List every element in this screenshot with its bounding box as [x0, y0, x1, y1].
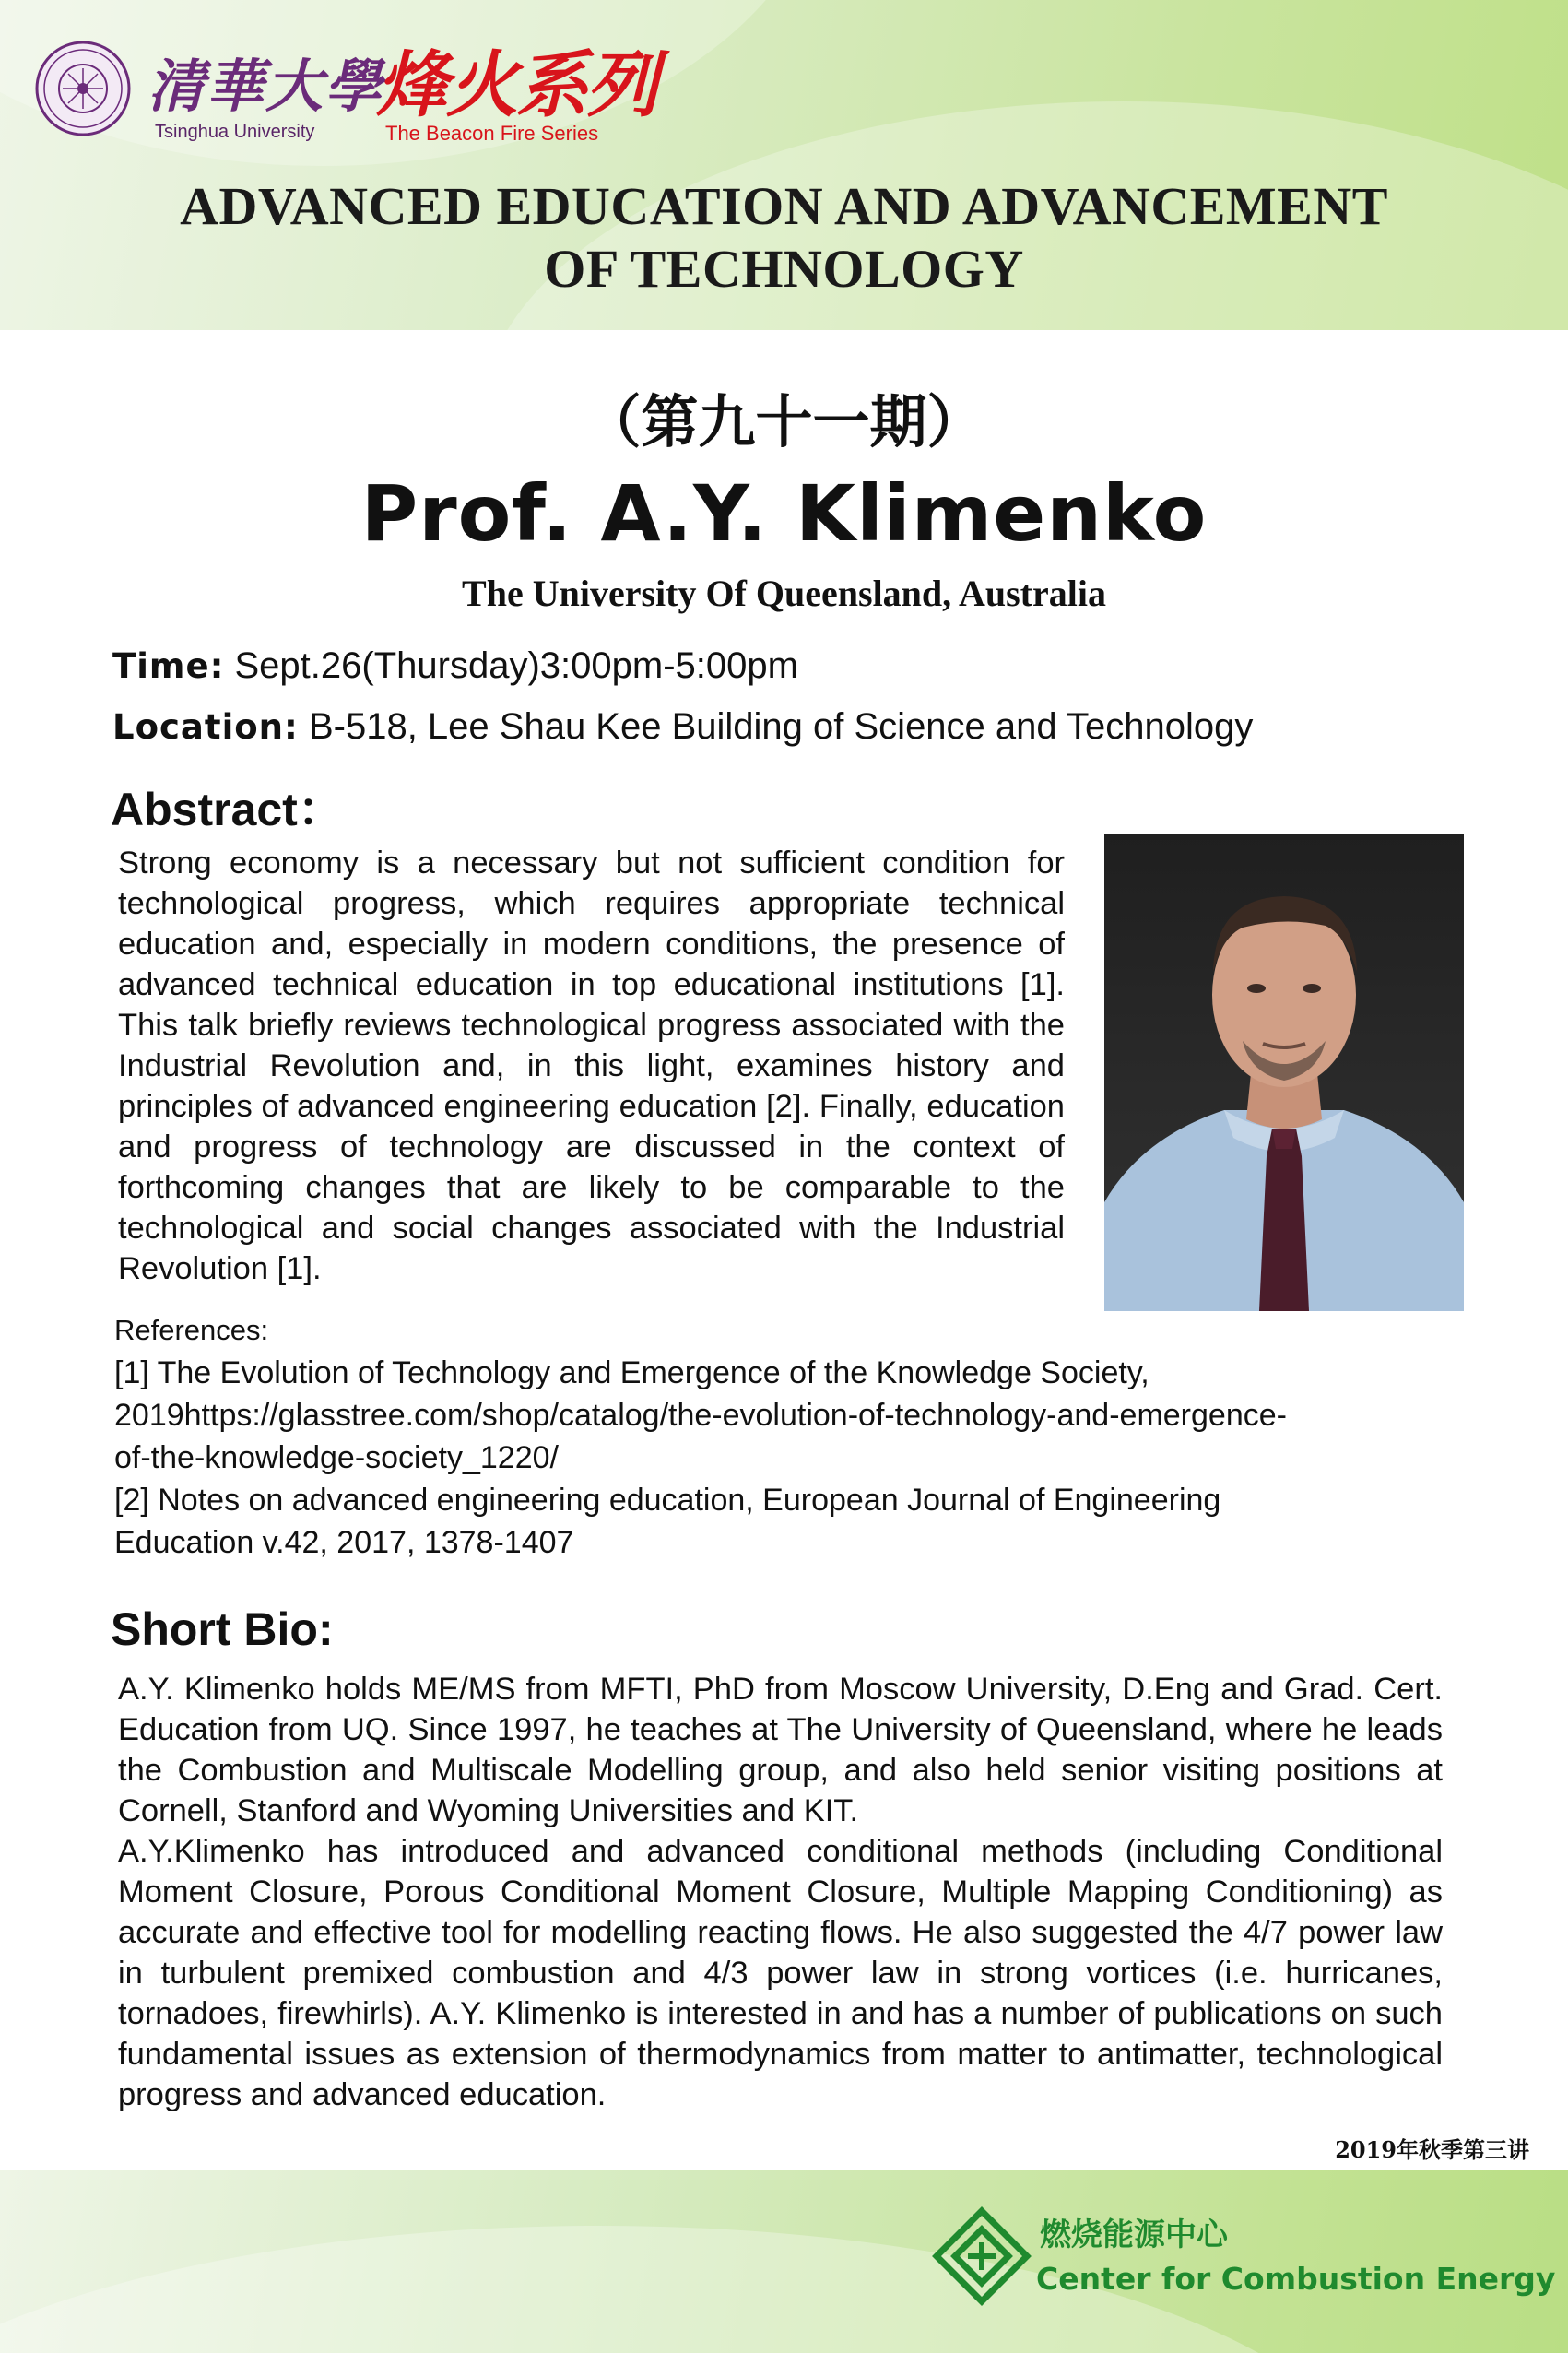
tsinghua-name-en: Tsinghua University: [155, 122, 315, 142]
bio-paragraph-2: A.Y.Klimenko has introduced and advanced conditional methods (including Conditional Moment Closure, Porous Conditional Moment Closure, Multiple Mapping Conditioning) as accurate and effective tool for modelling reacting flows. He also suggested the 4/7 power law in turbulent premixed combustion and 4/3 power law in strong vortices (i.e. hurricanes, tornadoes, firewhirls). A.Y. Klimenko is interested in and has a number of publications on such fundamental issues as extension of thermodynamics from matter to antimatter, technological progress and advanced education.: [118, 1834, 1443, 2112]
references-label: References:: [114, 1314, 269, 1346]
reference-line: of-the-knowledge-society_1220/: [114, 1440, 559, 1475]
speaker-portrait-icon: [1104, 834, 1464, 1311]
time-value: Sept.26(Thursday)3:00pm-5:00pm: [234, 645, 798, 686]
speaker-name: Prof. A.Y. Klimenko: [360, 468, 1208, 559]
time-label: Time:: [112, 646, 225, 686]
tsinghua-seal-icon: [35, 41, 131, 136]
combustion-center-logo-icon: [931, 2205, 1032, 2307]
reference-line: [1] The Evolution of Technology and Emergence of the Knowledge Society,: [114, 1355, 1149, 1390]
combustion-center-name-en: Center for Combustion Energy: [1036, 2261, 1556, 2297]
abstract-text: Strong economy is a necessary but not sufficient condition for technological progress, which requires appropriate technical education and, especially in modern conditions, the presence of advanced technical education in top educational institutions [1]. This talk briefly reviews technological progress associated with the Industrial Revolution and, in this light, examines history and principles of advanced engineering education [2]. Finally, education and progress of technology are discussed in the context of forthcoming changes that are likely to be comparable to the technological and social changes associated with the Industrial Revolution [1].: [118, 845, 1065, 1286]
time-line: [112, 645, 798, 687]
series-title-line2: OF TECHNOLOGY: [544, 239, 1024, 299]
issue-number: （第九十一期）: [584, 388, 984, 455]
series-title-line1: ADVANCED EDUCATION AND ADVANCEMENT: [180, 176, 1388, 236]
location-label: Location:: [112, 707, 299, 747]
reference-line: 2019https://glasstree.com/shop/catalog/the-evolution-of-technology-and-emergence-: [114, 1398, 1287, 1433]
speaker-affiliation: The University Of Queensland, Australia: [462, 573, 1106, 614]
series-title: [0, 175, 1568, 301]
tsinghua-name-cn: 清華大學: [147, 53, 384, 120]
bio-heading: Short Bio:: [111, 1603, 334, 1655]
reference-line: Education v.42, 2017, 1378-1407: [114, 1525, 574, 1560]
bio-paragraph-1: A.Y. Klimenko holds ME/MS from MFTI, PhD from Moscow University, D.Eng and Grad. Cert. Education from UQ. Since 1997, he teaches at The University of Queensland, where he leads the Combustion and Multiscale Modelling group, and also held senior visiting positions at Cornell, Stanford and Wyoming Universities and KIT.: [118, 1672, 1443, 1828]
abstract-heading: Abstract：: [111, 784, 344, 835]
beacon-series-en: The Beacon Fire Series: [385, 122, 599, 145]
beacon-series-cn: 烽火系列: [376, 44, 657, 127]
speaker-photo: [1104, 834, 1464, 1311]
location-value: B-518, Lee Shau Kee Building of Science and Technology: [308, 706, 1254, 747]
references-block: [114, 1309, 1515, 1564]
lecture-tag: 2019年秋季第三讲: [1335, 2136, 1529, 2163]
reference-line: [2] Notes on advanced engineering education, European Journal of Engineering: [114, 1483, 1221, 1518]
combustion-center-name-cn: 燃烧能源中心: [1040, 2217, 1228, 2253]
location-line: [112, 706, 1253, 748]
